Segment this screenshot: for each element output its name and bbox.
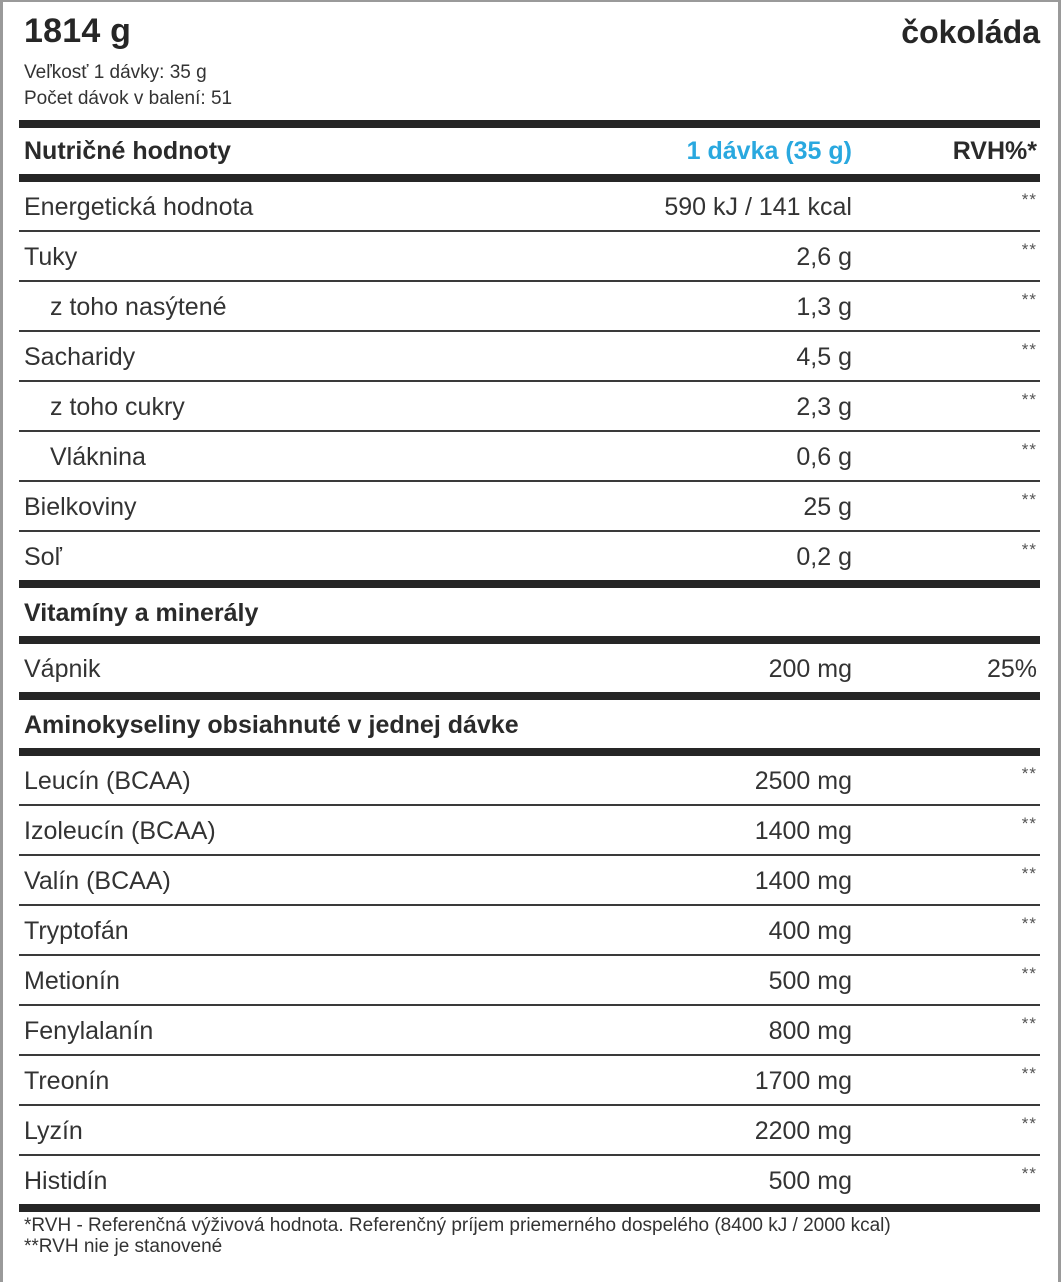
row-rvh: **	[1021, 240, 1037, 259]
row-name: Tuky	[24, 243, 78, 271]
row-amount: 0,6 g	[796, 443, 852, 471]
header-rvh: RVH%*	[952, 137, 1037, 165]
row-rvh: **	[1021, 1114, 1037, 1133]
row-name: Lyzín	[24, 1117, 83, 1145]
row-name: Bielkoviny	[24, 493, 137, 521]
row-rvh: **	[1021, 340, 1037, 359]
row-rvh: **	[1021, 1064, 1037, 1083]
row-rvh: **	[1021, 440, 1037, 459]
row-amount: 2,3 g	[796, 393, 852, 421]
nutrition-table-header	[19, 128, 1040, 174]
thick-divider	[19, 580, 1040, 588]
row-name: Tryptofán	[24, 917, 129, 945]
table-row	[19, 282, 1040, 330]
row-rvh: **	[1021, 814, 1037, 833]
row-rvh: **	[1021, 190, 1037, 209]
row-amount: 1,3 g	[796, 293, 852, 321]
row-rvh: **	[1021, 1014, 1037, 1033]
row-amount: 1400 mg	[754, 817, 852, 845]
row-amount: 2200 mg	[754, 1117, 852, 1145]
row-amount: 0,2 g	[796, 543, 852, 571]
table-row	[19, 1106, 1040, 1154]
row-name: Metionín	[24, 967, 120, 995]
flavor-name: čokoláda	[901, 14, 1040, 50]
row-name: Soľ	[24, 543, 62, 571]
row-rvh: **	[1021, 914, 1037, 933]
header-per-serving: 1 dávka (35 g)	[686, 137, 852, 165]
row-name: Histidín	[24, 1167, 108, 1195]
row-amount: 1400 mg	[754, 867, 852, 895]
table-row	[19, 332, 1040, 380]
table-row	[19, 232, 1040, 280]
row-name: Izoleucín (BCAA)	[24, 817, 216, 845]
table-row	[19, 1056, 1040, 1104]
row-name: z toho nasýtené	[50, 293, 227, 321]
thick-divider	[19, 636, 1040, 644]
row-amount: 500 mg	[768, 967, 852, 995]
table-row	[19, 1156, 1040, 1204]
amino-section-title	[19, 700, 1040, 748]
thick-divider	[19, 120, 1040, 128]
table-row	[19, 482, 1040, 530]
table-row	[19, 906, 1040, 954]
amino-rows	[19, 756, 1040, 1204]
row-rvh: **	[1021, 390, 1037, 409]
servings-per-pack: Počet dávok v balení: 51	[24, 88, 233, 109]
row-rvh: **	[1021, 1164, 1037, 1183]
footnotes	[19, 1212, 1040, 1255]
table-row	[19, 756, 1040, 804]
row-rvh: **	[1021, 290, 1037, 309]
header-title: Nutričné hodnoty	[24, 137, 231, 165]
row-name: Valín (BCAA)	[24, 867, 171, 895]
table-row	[19, 806, 1040, 854]
row-rvh: **	[1021, 864, 1037, 883]
table-row	[19, 432, 1040, 480]
serving-size: Veľkosť 1 dávky: 35 g	[24, 62, 207, 83]
table-row	[19, 956, 1040, 1004]
section-title: Vitamíny a minerály	[24, 599, 259, 627]
row-amount: 200 mg	[768, 655, 852, 683]
row-amount: 400 mg	[768, 917, 852, 945]
table-row	[19, 532, 1040, 580]
row-amount: 1700 mg	[754, 1067, 852, 1095]
nutrition-label-content	[19, 2, 1040, 1282]
row-name: Vláknina	[50, 443, 146, 471]
row-amount: 25 g	[803, 493, 852, 521]
thick-divider	[19, 748, 1040, 756]
row-rvh: **	[1021, 964, 1037, 983]
section-title: Aminokyseliny obsiahnuté v jednej dávke	[24, 711, 519, 739]
row-rvh: **	[1021, 540, 1037, 559]
thick-divider	[19, 174, 1040, 182]
table-row	[19, 182, 1040, 230]
vitamin-rows	[19, 644, 1040, 692]
row-amount: 500 mg	[768, 1167, 852, 1195]
label-header	[19, 2, 1040, 120]
row-name: Sacharidy	[24, 343, 136, 371]
row-amount: 2500 mg	[754, 767, 852, 795]
row-name: Treonín	[24, 1067, 110, 1095]
footnote-rvh-definition: *RVH - Referenčná výživová hodnota. Referenčný príjem priemerného dospelého (8400 kJ / 2000 kcal)	[24, 1215, 891, 1236]
table-row	[19, 856, 1040, 904]
row-rvh: **	[1021, 764, 1037, 783]
row-name: Fenylalanín	[24, 1017, 154, 1045]
nutrient-rows	[19, 182, 1040, 580]
vitamins-section-title	[19, 588, 1040, 636]
row-amount: 4,5 g	[796, 343, 852, 371]
row-rvh: 25%	[986, 655, 1037, 683]
row-amount: 2,6 g	[796, 243, 852, 271]
table-row	[19, 1006, 1040, 1054]
row-amount: 590 kJ / 141 kcal	[664, 193, 852, 221]
row-name: Energetická hodnota	[24, 193, 254, 221]
footnote-rvh-not-set: **RVH nie je stanovené	[24, 1236, 223, 1257]
row-name: Vápnik	[24, 655, 101, 683]
row-name: z toho cukry	[50, 393, 185, 421]
row-name: Leucín (BCAA)	[24, 767, 191, 795]
table-row	[19, 644, 1040, 692]
net-weight: 1814 g	[24, 12, 132, 50]
thick-divider	[19, 1204, 1040, 1212]
row-rvh: **	[1021, 490, 1037, 509]
thick-divider	[19, 692, 1040, 700]
table-row	[19, 382, 1040, 430]
row-amount: 800 mg	[768, 1017, 852, 1045]
